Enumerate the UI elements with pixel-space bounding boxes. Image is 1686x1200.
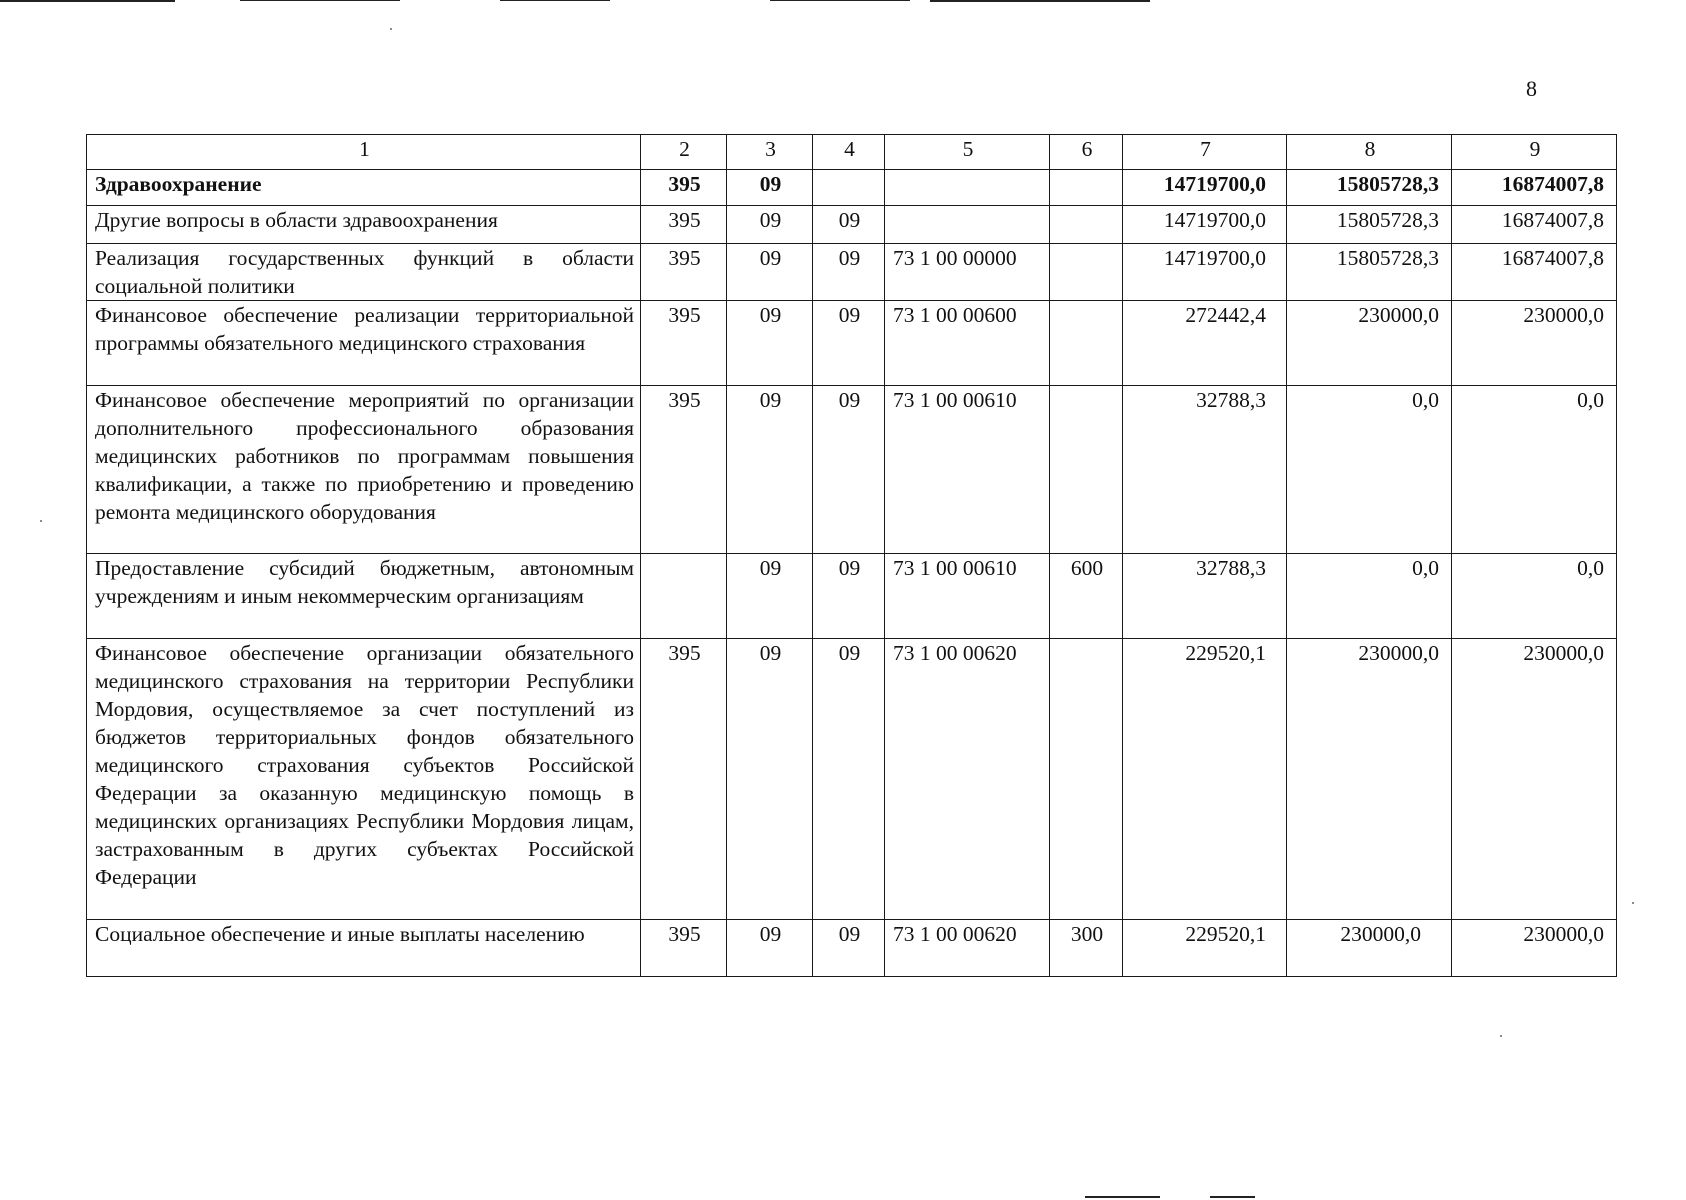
top-rule bbox=[500, 0, 610, 1]
row-section-cell: 09 bbox=[727, 554, 813, 639]
row-amount-cell: 14719700,0 bbox=[1123, 244, 1287, 301]
row-code-cell: 395 bbox=[641, 920, 727, 977]
row-section-cell: 09 bbox=[727, 639, 813, 920]
row-subsection-cell: 09 bbox=[813, 244, 885, 301]
row-name-cell: Реализация государственных функций в области социальной политики bbox=[87, 244, 641, 301]
row-section-cell: 09 bbox=[727, 386, 813, 554]
table-row bbox=[87, 554, 1617, 639]
row-subsection-cell: 09 bbox=[813, 639, 885, 920]
row-amount-cell: 15805728,3 bbox=[1287, 244, 1452, 301]
row-expense-type-cell bbox=[1050, 170, 1123, 206]
table-row bbox=[87, 244, 1617, 301]
row-expense-type-cell: 300 bbox=[1050, 920, 1123, 977]
row-section-cell: 09 bbox=[727, 206, 813, 244]
row-target-article-cell bbox=[885, 170, 1050, 206]
header-cell: 2 bbox=[641, 135, 727, 170]
header-cell: 8 bbox=[1287, 135, 1452, 170]
header-cell: 6 bbox=[1050, 135, 1123, 170]
table-row bbox=[87, 386, 1617, 554]
row-subsection-cell: 09 bbox=[813, 920, 885, 977]
row-amount-cell: 230000,0 bbox=[1287, 920, 1452, 977]
row-name-cell: Предоставление субсидий бюджетным, автономным учреждениям и иным некоммерческим организациям bbox=[87, 554, 641, 639]
row-expense-type-cell bbox=[1050, 386, 1123, 554]
row-code-cell: 395 bbox=[641, 206, 727, 244]
header-cell: 3 bbox=[727, 135, 813, 170]
header-cell: 4 bbox=[813, 135, 885, 170]
row-section-cell: 09 bbox=[727, 920, 813, 977]
row-section-cell: 09 bbox=[727, 244, 813, 301]
row-target-article-cell: 73 1 00 00600 bbox=[885, 301, 1050, 386]
row-amount-cell: 14719700,0 bbox=[1123, 170, 1287, 206]
top-rule bbox=[770, 0, 910, 1]
row-code-cell bbox=[641, 554, 727, 639]
row-amount-cell: 230000,0 bbox=[1287, 639, 1452, 920]
table-row bbox=[87, 301, 1617, 386]
row-code-cell: 395 bbox=[641, 244, 727, 301]
row-target-article-cell: 73 1 00 00000 bbox=[885, 244, 1050, 301]
row-code-cell: 395 bbox=[641, 639, 727, 920]
header-cell: 5 bbox=[885, 135, 1050, 170]
row-name-cell: Здравоохранение bbox=[87, 170, 641, 206]
row-code-cell: 395 bbox=[641, 386, 727, 554]
top-rule bbox=[0, 0, 175, 2]
row-amount-cell: 32788,3 bbox=[1123, 554, 1287, 639]
row-amount-cell: 230000,0 bbox=[1287, 301, 1452, 386]
row-amount-cell: 0,0 bbox=[1287, 386, 1452, 554]
scan-speck bbox=[1632, 902, 1634, 904]
scan-speck bbox=[1500, 1035, 1502, 1037]
row-amount-cell: 0,0 bbox=[1452, 386, 1617, 554]
row-amount-cell: 229520,1 bbox=[1123, 920, 1287, 977]
scan-speck bbox=[390, 28, 392, 30]
top-rule bbox=[240, 0, 400, 1]
budget-table bbox=[86, 134, 1617, 977]
table-header-row bbox=[87, 135, 1617, 170]
bottom-rule bbox=[1210, 1196, 1255, 1198]
page-number: 8 bbox=[1526, 76, 1537, 101]
row-amount-cell: 230000,0 bbox=[1452, 301, 1617, 386]
row-section-cell: 09 bbox=[727, 301, 813, 386]
row-section-cell: 09 bbox=[727, 170, 813, 206]
header-cell: 7 bbox=[1123, 135, 1287, 170]
row-amount-cell: 14719700,0 bbox=[1123, 206, 1287, 244]
row-amount-cell: 15805728,3 bbox=[1287, 206, 1452, 244]
row-subsection-cell: 09 bbox=[813, 206, 885, 244]
row-expense-type-cell bbox=[1050, 301, 1123, 386]
table-row bbox=[87, 206, 1617, 244]
row-amount-cell: 16874007,8 bbox=[1452, 170, 1617, 206]
row-subsection-cell: 09 bbox=[813, 301, 885, 386]
row-amount-cell: 229520,1 bbox=[1123, 639, 1287, 920]
row-name-cell: Финансовое обеспечение мероприятий по организации дополнительного профессионального образования медицинских работников по программам повышения квалификации, а также по приобретению и проведению ремонта медицинского оборудования bbox=[87, 386, 641, 554]
row-target-article-cell: 73 1 00 00610 bbox=[885, 554, 1050, 639]
table-row bbox=[87, 639, 1617, 920]
row-code-cell: 395 bbox=[641, 301, 727, 386]
row-target-article-cell: 73 1 00 00620 bbox=[885, 920, 1050, 977]
row-expense-type-cell: 600 bbox=[1050, 554, 1123, 639]
header-cell: 9 bbox=[1452, 135, 1617, 170]
row-amount-cell: 0,0 bbox=[1287, 554, 1452, 639]
row-name-cell: Финансовое обеспечение реализации территориальной программы обязательного медицинского страхования bbox=[87, 301, 641, 386]
row-subsection-cell: 09 bbox=[813, 554, 885, 639]
row-amount-cell: 230000,0 bbox=[1452, 639, 1617, 920]
row-amount-cell: 15805728,3 bbox=[1287, 170, 1452, 206]
bottom-rule bbox=[1085, 1196, 1160, 1198]
table-row bbox=[87, 920, 1617, 977]
scan-speck bbox=[40, 520, 42, 522]
header-cell: 1 bbox=[87, 135, 641, 170]
row-name-cell: Социальное обеспечение и иные выплаты населению bbox=[87, 920, 641, 977]
row-target-article-cell: 73 1 00 00620 bbox=[885, 639, 1050, 920]
row-code-cell: 395 bbox=[641, 170, 727, 206]
row-subsection-cell: 09 bbox=[813, 386, 885, 554]
row-name-cell: Другие вопросы в области здравоохранения bbox=[87, 206, 641, 244]
row-name-cell: Финансовое обеспечение организации обязательного медицинского страхования на территории Республики Мордовия, осуществляемое за счет поступлений из бюджетов территориальных фондов обязательного медицинского страхования субъектов Российской Федерации за оказанную медицинскую помощь в медицинских организациях Республики Мордовия лицам, застрахованным в других субъектах Российской Федерации bbox=[87, 639, 641, 920]
top-rule bbox=[930, 0, 1150, 2]
row-target-article-cell bbox=[885, 206, 1050, 244]
row-subsection-cell bbox=[813, 170, 885, 206]
row-expense-type-cell bbox=[1050, 206, 1123, 244]
row-target-article-cell: 73 1 00 00610 bbox=[885, 386, 1050, 554]
row-amount-cell: 0,0 bbox=[1452, 554, 1617, 639]
row-expense-type-cell bbox=[1050, 244, 1123, 301]
row-amount-cell: 32788,3 bbox=[1123, 386, 1287, 554]
table-row bbox=[87, 170, 1617, 206]
row-expense-type-cell bbox=[1050, 639, 1123, 920]
row-amount-cell: 16874007,8 bbox=[1452, 244, 1617, 301]
row-amount-cell: 230000,0 bbox=[1452, 920, 1617, 977]
row-amount-cell: 272442,4 bbox=[1123, 301, 1287, 386]
row-amount-cell: 16874007,8 bbox=[1452, 206, 1617, 244]
